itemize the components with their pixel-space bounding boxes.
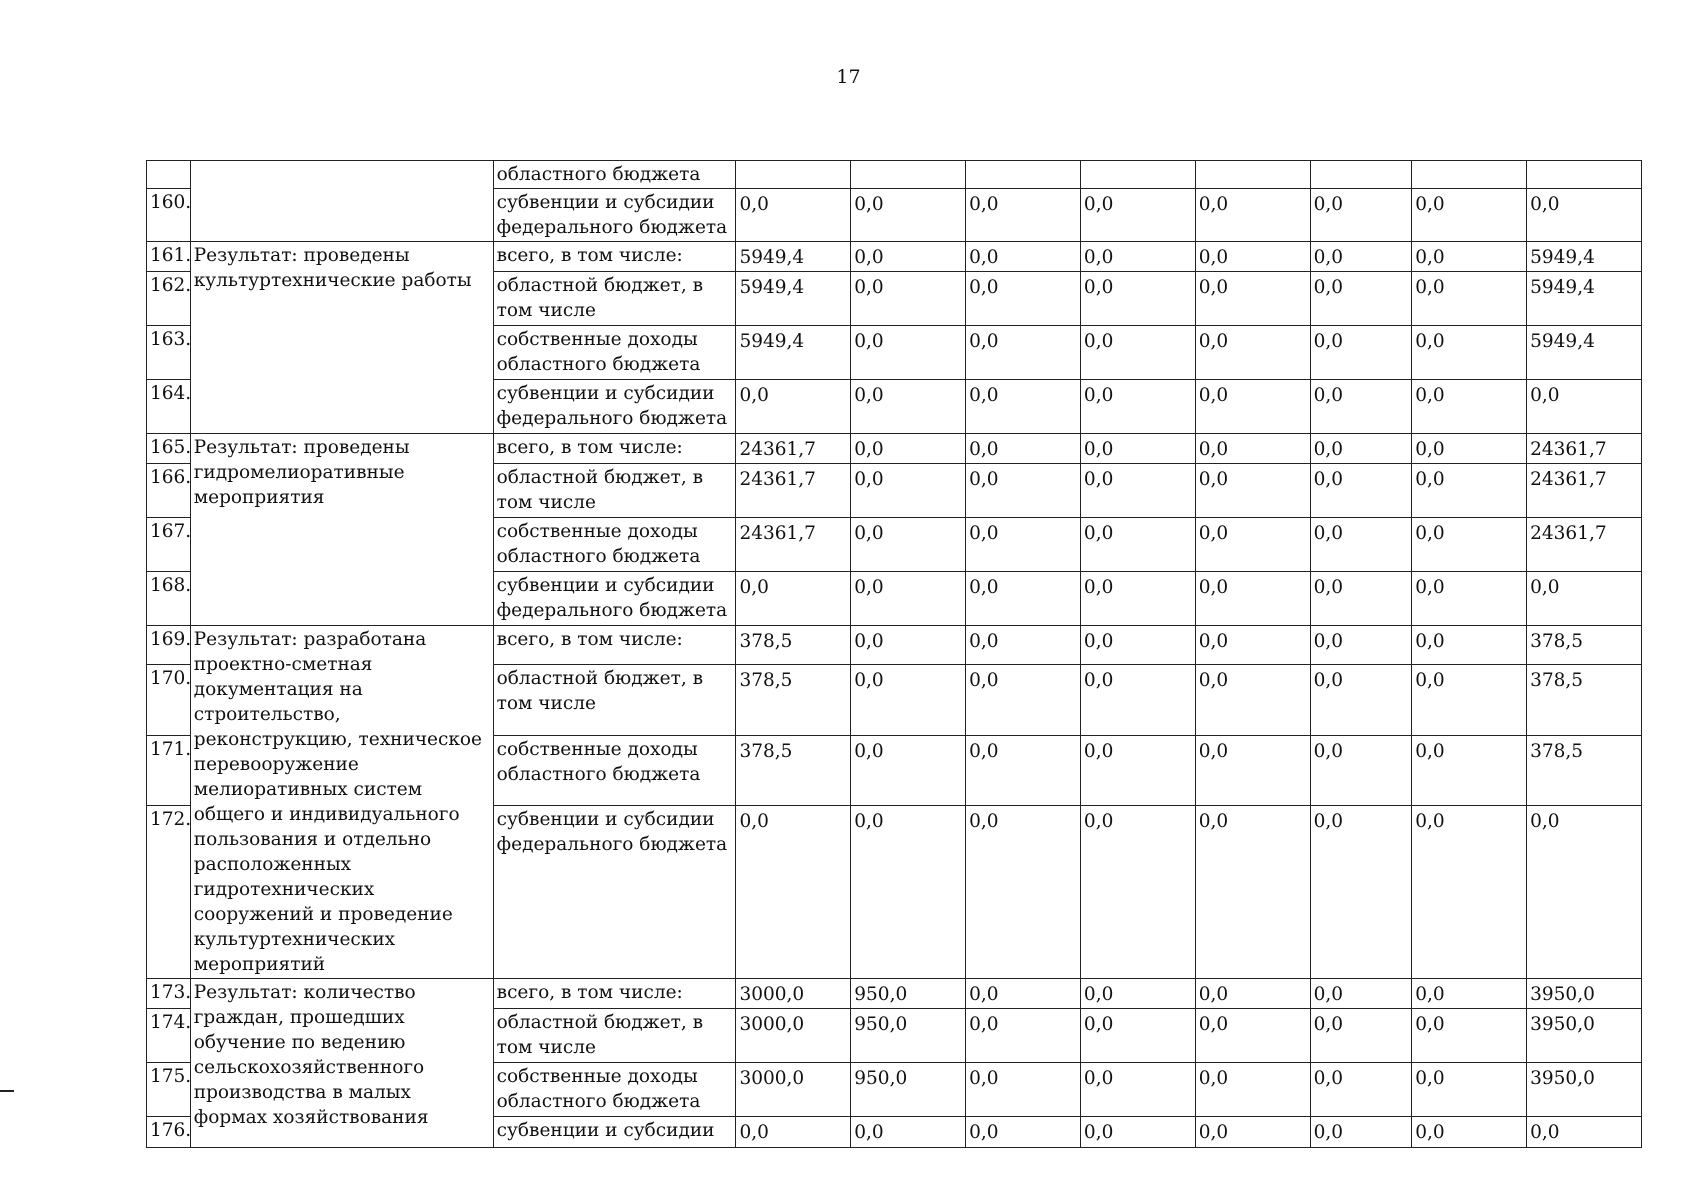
table-row	[147, 979, 1642, 1009]
value-cell: 0,0	[1310, 272, 1412, 326]
value-cell: 0,0	[966, 189, 1081, 242]
value-cell: 0,0	[1412, 518, 1527, 572]
value-cell: 0,0	[851, 272, 966, 326]
value-cell: 0,0	[966, 272, 1081, 326]
result-description: Результат: разработана проектно-сметная документация на строительство, реконструкцию, техническое перевооружение мелиоративных систем общего и индивидуального пользования и отдельно расположенных гидротехнических сооружений и проведение культуртехнических мероприятий	[190, 626, 493, 979]
value-cell: 0,0	[1310, 189, 1412, 242]
value-cell: 0,0	[1080, 1009, 1195, 1063]
value-cell: 0,0	[1195, 1063, 1310, 1117]
value-cell: 0,0	[1412, 272, 1527, 326]
row-number: 176.	[147, 1117, 191, 1148]
value-cell: 0,0	[1195, 518, 1310, 572]
row-number: 174.	[147, 1009, 191, 1063]
value-cell: 0,0	[1310, 665, 1412, 736]
row-number: 162.	[147, 272, 191, 326]
value-cell: 0,0	[851, 572, 966, 626]
value-cell: 0,0	[1310, 1117, 1412, 1148]
value-cell: 0,0	[966, 380, 1081, 434]
value-cell: 0,0	[1412, 464, 1527, 518]
value-cell: 0,0	[851, 806, 966, 979]
value-cell: 0,0	[851, 518, 966, 572]
value-cell: 3950,0	[1527, 979, 1642, 1009]
row-number: 160.	[147, 189, 191, 242]
value-cell: 0,0	[851, 434, 966, 464]
value-cell	[1310, 161, 1412, 189]
value-cell: 0,0	[1195, 242, 1310, 272]
value-cell: 0,0	[1310, 242, 1412, 272]
value-cell: 0,0	[1195, 572, 1310, 626]
value-cell: 0,0	[851, 1117, 966, 1148]
value-cell: 0,0	[1195, 735, 1310, 806]
budget-table	[146, 160, 1642, 1148]
value-cell: 0,0	[966, 979, 1081, 1009]
row-number: 165.	[147, 434, 191, 464]
row-number: 172.	[147, 806, 191, 979]
value-cell: 3000,0	[736, 1009, 851, 1063]
value-cell: 0,0	[1527, 572, 1642, 626]
value-cell: 0,0	[851, 189, 966, 242]
budget-category: областной бюджет, в том числе	[493, 272, 736, 326]
value-cell: 0,0	[1310, 979, 1412, 1009]
value-cell: 0,0	[1412, 189, 1527, 242]
value-cell: 0,0	[1310, 806, 1412, 979]
value-cell: 0,0	[1080, 806, 1195, 979]
value-cell: 0,0	[1310, 518, 1412, 572]
value-cell: 0,0	[1310, 326, 1412, 380]
value-cell: 0,0	[1527, 806, 1642, 979]
value-cell: 0,0	[1412, 979, 1527, 1009]
value-cell: 0,0	[1080, 1117, 1195, 1148]
value-cell: 0,0	[1080, 665, 1195, 736]
value-cell: 0,0	[736, 806, 851, 979]
value-cell: 0,0	[966, 242, 1081, 272]
value-cell: 0,0	[851, 464, 966, 518]
value-cell: 0,0	[1195, 189, 1310, 242]
value-cell: 0,0	[1412, 735, 1527, 806]
value-cell: 24361,7	[1527, 518, 1642, 572]
result-description: Результат: проведены культуртехнические работы	[190, 242, 493, 434]
budget-category: субвенции и субсидии	[493, 1117, 736, 1148]
value-cell: 0,0	[1080, 464, 1195, 518]
budget-category: собственные доходы областного бюджета	[493, 326, 736, 380]
value-cell: 0,0	[1080, 326, 1195, 380]
value-cell: 0,0	[1527, 380, 1642, 434]
budget-category: субвенции и субсидии федерального бюджета	[493, 380, 736, 434]
value-cell: 0,0	[1080, 272, 1195, 326]
value-cell: 0,0	[1195, 806, 1310, 979]
value-cell: 5949,4	[1527, 326, 1642, 380]
value-cell: 0,0	[1195, 1009, 1310, 1063]
value-cell: 0,0	[1195, 464, 1310, 518]
value-cell: 0,0	[1195, 434, 1310, 464]
value-cell: 0,0	[1080, 735, 1195, 806]
value-cell: 3950,0	[1527, 1063, 1642, 1117]
row-number: 173.	[147, 979, 191, 1009]
value-cell: 0,0	[1080, 242, 1195, 272]
budget-category: субвенции и субсидии федерального бюджета	[493, 806, 736, 979]
value-cell: 0,0	[851, 665, 966, 736]
value-cell: 0,0	[1080, 518, 1195, 572]
value-cell: 0,0	[1412, 380, 1527, 434]
value-cell: 0,0	[966, 434, 1081, 464]
row-number: 161.	[147, 242, 191, 272]
value-cell: 378,5	[736, 665, 851, 736]
row-number: 167.	[147, 518, 191, 572]
value-cell: 0,0	[1412, 1009, 1527, 1063]
value-cell: 0,0	[1310, 1063, 1412, 1117]
table-row	[147, 626, 1642, 665]
value-cell: 950,0	[851, 1009, 966, 1063]
result-description	[190, 161, 493, 242]
budget-category: собственные доходы областного бюджета	[493, 735, 736, 806]
value-cell: 24361,7	[736, 464, 851, 518]
value-cell: 0,0	[966, 735, 1081, 806]
value-cell: 378,5	[1527, 626, 1642, 665]
row-number: 169.	[147, 626, 191, 665]
value-cell: 24361,7	[736, 518, 851, 572]
page-number: 17	[836, 66, 861, 88]
row-number: 175.	[147, 1063, 191, 1117]
value-cell: 0,0	[1412, 326, 1527, 380]
value-cell: 0,0	[1310, 572, 1412, 626]
value-cell: 0,0	[1080, 189, 1195, 242]
value-cell: 0,0	[1527, 189, 1642, 242]
value-cell: 0,0	[1412, 1117, 1527, 1148]
value-cell: 0,0	[1527, 1117, 1642, 1148]
value-cell: 3950,0	[1527, 1009, 1642, 1063]
value-cell: 0,0	[966, 1009, 1081, 1063]
row-number: 164.	[147, 380, 191, 434]
budget-category: субвенции и субсидии федерального бюджета	[493, 572, 736, 626]
budget-category: областной бюджет, в том числе	[493, 665, 736, 736]
value-cell: 0,0	[966, 1063, 1081, 1117]
value-cell: 0,0	[1080, 572, 1195, 626]
value-cell: 0,0	[851, 326, 966, 380]
value-cell: 0,0	[1080, 626, 1195, 665]
value-cell: 0,0	[1080, 1063, 1195, 1117]
budget-category: субвенции и субсидии федерального бюджета	[493, 189, 736, 242]
value-cell: 0,0	[966, 326, 1081, 380]
budget-category: собственные доходы областного бюджета	[493, 518, 736, 572]
result-description: Результат: проведены гидромелиоративные мероприятия	[190, 434, 493, 626]
value-cell: 0,0	[1412, 1063, 1527, 1117]
value-cell: 5949,4	[736, 242, 851, 272]
table-row	[147, 242, 1642, 272]
value-cell: 950,0	[851, 1063, 966, 1117]
value-cell: 0,0	[736, 1117, 851, 1148]
value-cell	[966, 161, 1081, 189]
value-cell	[1080, 161, 1195, 189]
value-cell: 378,5	[1527, 665, 1642, 736]
value-cell	[736, 161, 851, 189]
value-cell: 5949,4	[736, 272, 851, 326]
edge-mark	[0, 1090, 14, 1092]
value-cell: 24361,7	[736, 434, 851, 464]
row-number	[147, 161, 191, 189]
row-number: 170.	[147, 665, 191, 736]
value-cell: 378,5	[736, 735, 851, 806]
budget-category: областного бюджета	[493, 161, 736, 189]
table-row	[147, 434, 1642, 464]
value-cell: 0,0	[966, 464, 1081, 518]
value-cell: 0,0	[1080, 979, 1195, 1009]
value-cell: 0,0	[1310, 626, 1412, 665]
budget-category: всего, в том числе:	[493, 626, 736, 665]
value-cell: 0,0	[1412, 626, 1527, 665]
value-cell: 0,0	[966, 518, 1081, 572]
value-cell: 0,0	[966, 572, 1081, 626]
value-cell: 378,5	[1527, 735, 1642, 806]
value-cell: 0,0	[1412, 806, 1527, 979]
row-number: 171.	[147, 735, 191, 806]
budget-category: всего, в том числе:	[493, 434, 736, 464]
value-cell	[851, 161, 966, 189]
value-cell: 0,0	[736, 572, 851, 626]
value-cell: 0,0	[1412, 242, 1527, 272]
value-cell: 0,0	[1412, 434, 1527, 464]
value-cell: 0,0	[851, 242, 966, 272]
value-cell: 24361,7	[1527, 464, 1642, 518]
row-number: 163.	[147, 326, 191, 380]
result-description: Результат: количество граждан, прошедших обучение по ведению сельскохозяйственного производства в малых формах хозяйствования	[190, 979, 493, 1148]
value-cell: 0,0	[736, 380, 851, 434]
table-row	[147, 161, 1642, 189]
value-cell: 0,0	[851, 380, 966, 434]
value-cell: 0,0	[1310, 735, 1412, 806]
value-cell: 24361,7	[1527, 434, 1642, 464]
value-cell: 0,0	[851, 735, 966, 806]
value-cell: 0,0	[1195, 665, 1310, 736]
value-cell: 5949,4	[1527, 272, 1642, 326]
value-cell: 0,0	[966, 1117, 1081, 1148]
budget-category: областной бюджет, в том числе	[493, 1009, 736, 1063]
value-cell	[1412, 161, 1527, 189]
value-cell: 0,0	[1195, 626, 1310, 665]
row-number: 166.	[147, 464, 191, 518]
value-cell: 0,0	[1080, 434, 1195, 464]
value-cell: 3000,0	[736, 979, 851, 1009]
value-cell	[1195, 161, 1310, 189]
value-cell: 3000,0	[736, 1063, 851, 1117]
value-cell: 0,0	[1310, 434, 1412, 464]
value-cell: 0,0	[1195, 380, 1310, 434]
value-cell: 0,0	[1080, 380, 1195, 434]
value-cell: 0,0	[1195, 1117, 1310, 1148]
value-cell: 0,0	[1195, 326, 1310, 380]
value-cell: 0,0	[1310, 1009, 1412, 1063]
value-cell: 950,0	[851, 979, 966, 1009]
value-cell: 0,0	[1310, 464, 1412, 518]
value-cell: 378,5	[736, 626, 851, 665]
value-cell: 0,0	[1195, 979, 1310, 1009]
budget-category: всего, в том числе:	[493, 242, 736, 272]
value-cell: 0,0	[1195, 272, 1310, 326]
budget-category: всего, в том числе:	[493, 979, 736, 1009]
value-cell: 5949,4	[736, 326, 851, 380]
value-cell: 5949,4	[1527, 242, 1642, 272]
budget-category: областной бюджет, в том числе	[493, 464, 736, 518]
value-cell: 0,0	[966, 626, 1081, 665]
value-cell: 0,0	[1412, 572, 1527, 626]
value-cell: 0,0	[966, 665, 1081, 736]
value-cell: 0,0	[966, 806, 1081, 979]
value-cell	[1527, 161, 1642, 189]
value-cell: 0,0	[1310, 380, 1412, 434]
row-number: 168.	[147, 572, 191, 626]
value-cell: 0,0	[851, 626, 966, 665]
value-cell: 0,0	[1412, 665, 1527, 736]
budget-category: собственные доходы областного бюджета	[493, 1063, 736, 1117]
value-cell: 0,0	[736, 189, 851, 242]
